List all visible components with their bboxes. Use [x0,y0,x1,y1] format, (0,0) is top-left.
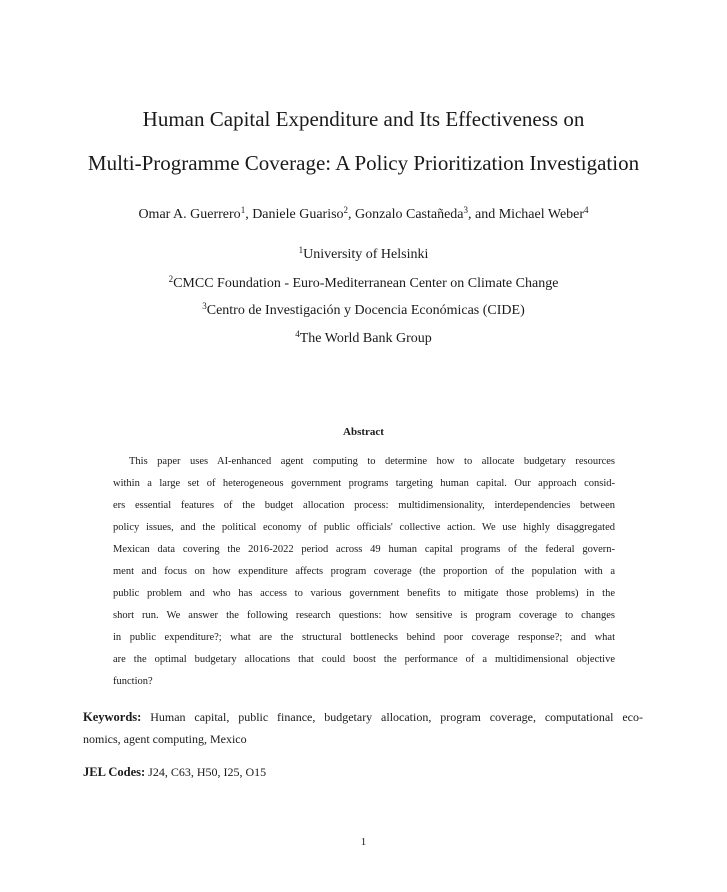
keywords-line: nomics, agent computing, Mexico [83,732,247,746]
author-affiliation-mark: 2 [343,205,349,215]
abstract-line: policy issues, and the political economy of public officials' collective action. We use highly disaggregated [113,522,615,533]
affiliation-mark: 1 [298,245,304,255]
author-affiliation-mark: 3 [463,205,469,215]
affiliation-name: University of Helsinki [303,247,429,262]
abstract-line: public problem and who has access to various government benefits to mitigate those problems) in the [113,588,615,599]
jel-label: JEL Codes: [83,765,146,779]
abstract-line: are the optimal budgetary allocations that could boost the performance of a multidimensional objective [113,654,615,665]
author-affiliation-mark: 4 [584,205,589,215]
keywords-line [83,706,643,728]
page-number: 1 [360,836,367,848]
abstract-line: short run. We answer the following research questions: how sensitive is program coverage to changes [113,610,615,621]
author-name: Gonzalo Castañeda [355,207,464,222]
abstract-heading: Abstract [343,426,384,438]
abstract-line: ment and focus on how expenditure affects program coverage (the proportion of the population with a [113,566,615,577]
affiliation-mark: 2 [168,274,174,284]
affiliation-mark: 4 [295,329,300,339]
author-list [0,205,727,222]
abstract-line: This paper uses AI-enhanced agent computing to determine how to allocate budgetary resources [129,456,615,467]
affiliation [0,301,727,318]
affiliation [0,329,727,346]
paper-title-line-2: Multi-Programme Coverage: A Policy Prioritization Investigation [87,151,640,175]
jel-codes-block [83,761,643,783]
affiliation-name: Centro de Investigación y Docencia Económicas (CIDE) [206,303,525,318]
author-separator: , [348,207,356,222]
abstract-line: within a large set of heterogeneous government programs targeting human capital. Our approach consid- [113,478,615,489]
author-separator: , and [468,207,499,222]
abstract-body [113,451,615,693]
keywords-block [83,706,643,750]
jel-line [83,761,643,783]
affiliation-name: CMCC Foundation - Euro-Mediterranean Center on Climate Change [173,276,559,291]
affiliation-mark: 3 [202,301,207,311]
affiliation [0,245,727,262]
paper-title-line-1: Human Capital Expenditure and Its Effectiveness on [142,107,585,131]
author-name: Daniele Guariso [252,207,344,222]
abstract-line: Mexican data covering the 2016-2022 period across 49 human capital programs of the federal govern- [113,544,615,555]
affiliation [0,274,727,291]
affiliation-name: The World Bank Group [299,331,432,346]
jel-codes: J24, C63, H50, I25, O15 [148,765,267,779]
abstract-line: ers essential features of the budget allocation process: multidimensionality, interdependencies between [113,500,615,511]
author-name: Michael Weber [498,207,585,222]
author-name: Omar A. Guerrero [138,207,241,222]
author-affiliation-mark: 1 [240,205,246,215]
keywords-label: Keywords: [83,710,142,724]
abstract-line: in public expenditure?; what are the structural bottlenecks behind poor coverage response?; and what [113,632,615,643]
author-separator: , [245,207,253,222]
abstract-line: function? [113,676,153,687]
keywords-text: Human capital, public finance, budgetary allocation, program coverage, computational eco- [150,710,644,724]
